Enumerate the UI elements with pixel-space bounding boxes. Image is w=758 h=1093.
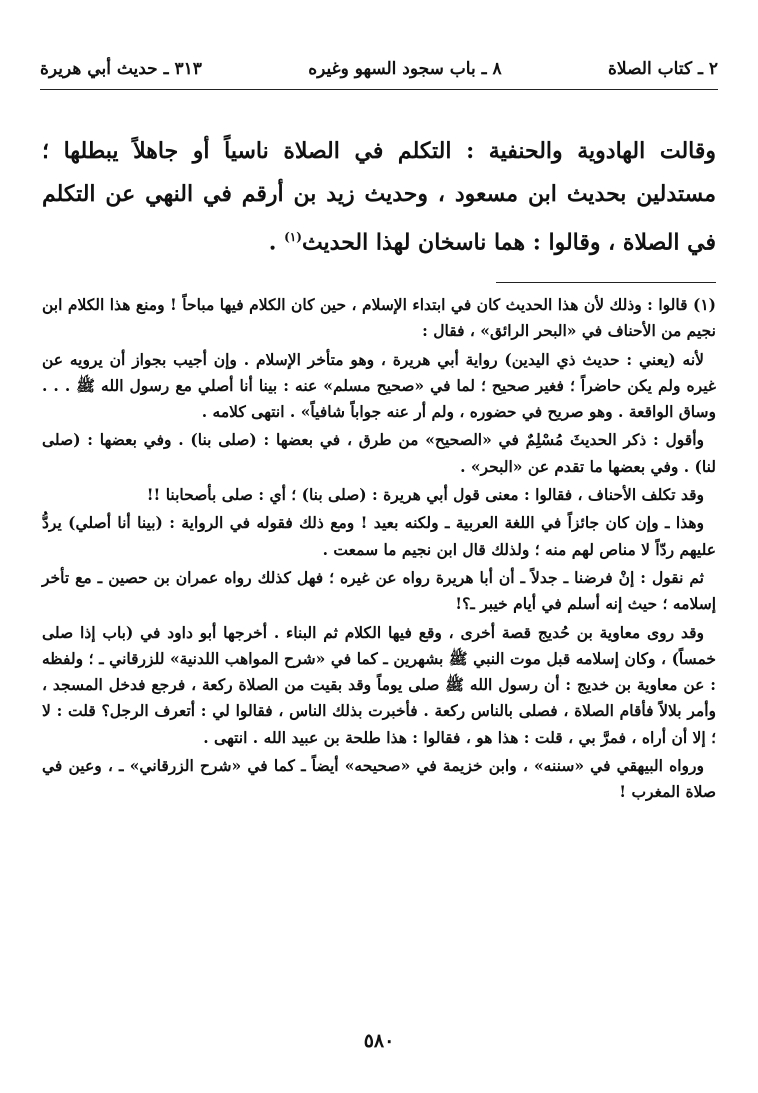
main-paragraph: وقالت الهادوية والحنفية : التكلم في الصلاة ناسياً أو جاهلاً يبطلها ؛ مستدلين بحديث ابن مسعود ، وحديث زيد بن أرقم في النهي عن التكلم في الصلاة ، وقالوا : هما ناسخان لهذا الحديث: [42, 138, 716, 256]
footnote-paragraph: ورواه البيهقي في «سننه» ، وابن خزيمة في «صحيحه» أيضاً ـ كما في «شرح الزرقاني» ـ ، وعين في صلاة المغرب !: [42, 756, 716, 802]
footnote-paragraph: وقد تكلف الأحناف ، فقالوا : معنى قول أبي هريرة : (صلى بنا) ؛ أي : صلى بأصحابنا !!: [146, 485, 704, 505]
main-paragraph-end: .: [268, 229, 285, 256]
header-divider: [40, 89, 718, 90]
footnote-paragraph: وقد روى معاوية بن حُديج قصة أخرى ، وقع فيها الكلام ثم البناء . أخرجها أبو داود في (باب إذا صلى خمساً) ، وكان إسلامه قبل موت النبي ﷺ بشهرين ـ كما في «شرح المواهب اللدنية» للزرقاني ـ ؛ ولفظه : عن معاوية بن خديج : أن رسول الله ﷺ صلى يوماً وقد بقيت من الصلاة ركعة ، فرجع فدخل المسجد ، وأمر بلالاً فأقام الصلاة ، فصلى بالناس ركعة . فأخبرت بذلك الناس ، فقالوا لي : أتعرف الرجل؟ قلت : لا ؛ إلا أن أراه ، فمرَّ بي ، قلت : هذا هو ، فقالوا : هذا طلحة بن عبيد الله . انتهى .: [42, 622, 716, 747]
header-section: ٨ ـ باب سجود السهو وغيره: [308, 59, 502, 79]
header-hadith: ٣١٣ ـ حديث أبي هريرة: [40, 59, 202, 79]
footnote-paragraph: وأقول : ذكر الحديثَ مُسْلِمٌ في «الصحيح» من طرق ، في بعضها : (صلى بنا) . وفي بعضها : (صلى لنا) . وفي بعضها ما تقدم عن «البحر» .: [42, 430, 716, 476]
page-number: ٥٨٠: [363, 1030, 395, 1052]
footnote-divider: [496, 282, 716, 283]
running-header: [40, 52, 718, 86]
footnote-paragraph: (١) قالوا : وذلك لأن هذا الحديث كان في ابتداء الإسلام ، حين كان الكلام فيها مباحاً ! ومنع هذا الكلام ابن نجيم من الأحناف في «البحر الرائق» ، فقال :: [42, 295, 716, 341]
header-chapter: ٢ ـ كتاب الصلاة: [608, 59, 718, 79]
footnote-paragraph: لأنه (يعني : حديث ذي اليدين) رواية أبي هريرة ، وهو متأخر الإسلام . وإن أجيب بجواز أن يرويه عن غيره ولم يكن حاضراً ؛ فغير صحيح ؛ لما في «صحيح مسلم» عنه : بينا أنا أصلي مع رسول الله ﷺ . . . وساق الواقعة . وهو صريح في حضوره ، ولم أر عنه جواباً شافياً» . انتهى كلامه .: [42, 349, 716, 422]
main-text: [42, 130, 716, 264]
footnote-paragraph: وهذا ـ وإن كان جائزاً في اللغة العربية ـ ولكنه بعيد ! ومع ذلك فقوله في الرواية : (بينا أنا أصلي) يردُّ عليهم ردّاً لا مناص لهم منه ؛ ولذلك قال ابن نجيم ما سمعت .: [42, 513, 716, 559]
footnotes: [42, 292, 716, 808]
footnote-reference[interactable]: (١): [284, 230, 302, 244]
footnote-paragraph: ثم نقول : إنْ فرضنا ـ جدلاً ـ أن أبا هريرة رواه عن غيره ؛ فهل كذلك رواه عمران بن حصين ـ مع تأخر إسلامه ؛ حيث إنه أسلم في أيام خيبر ـ؟!: [42, 567, 716, 614]
